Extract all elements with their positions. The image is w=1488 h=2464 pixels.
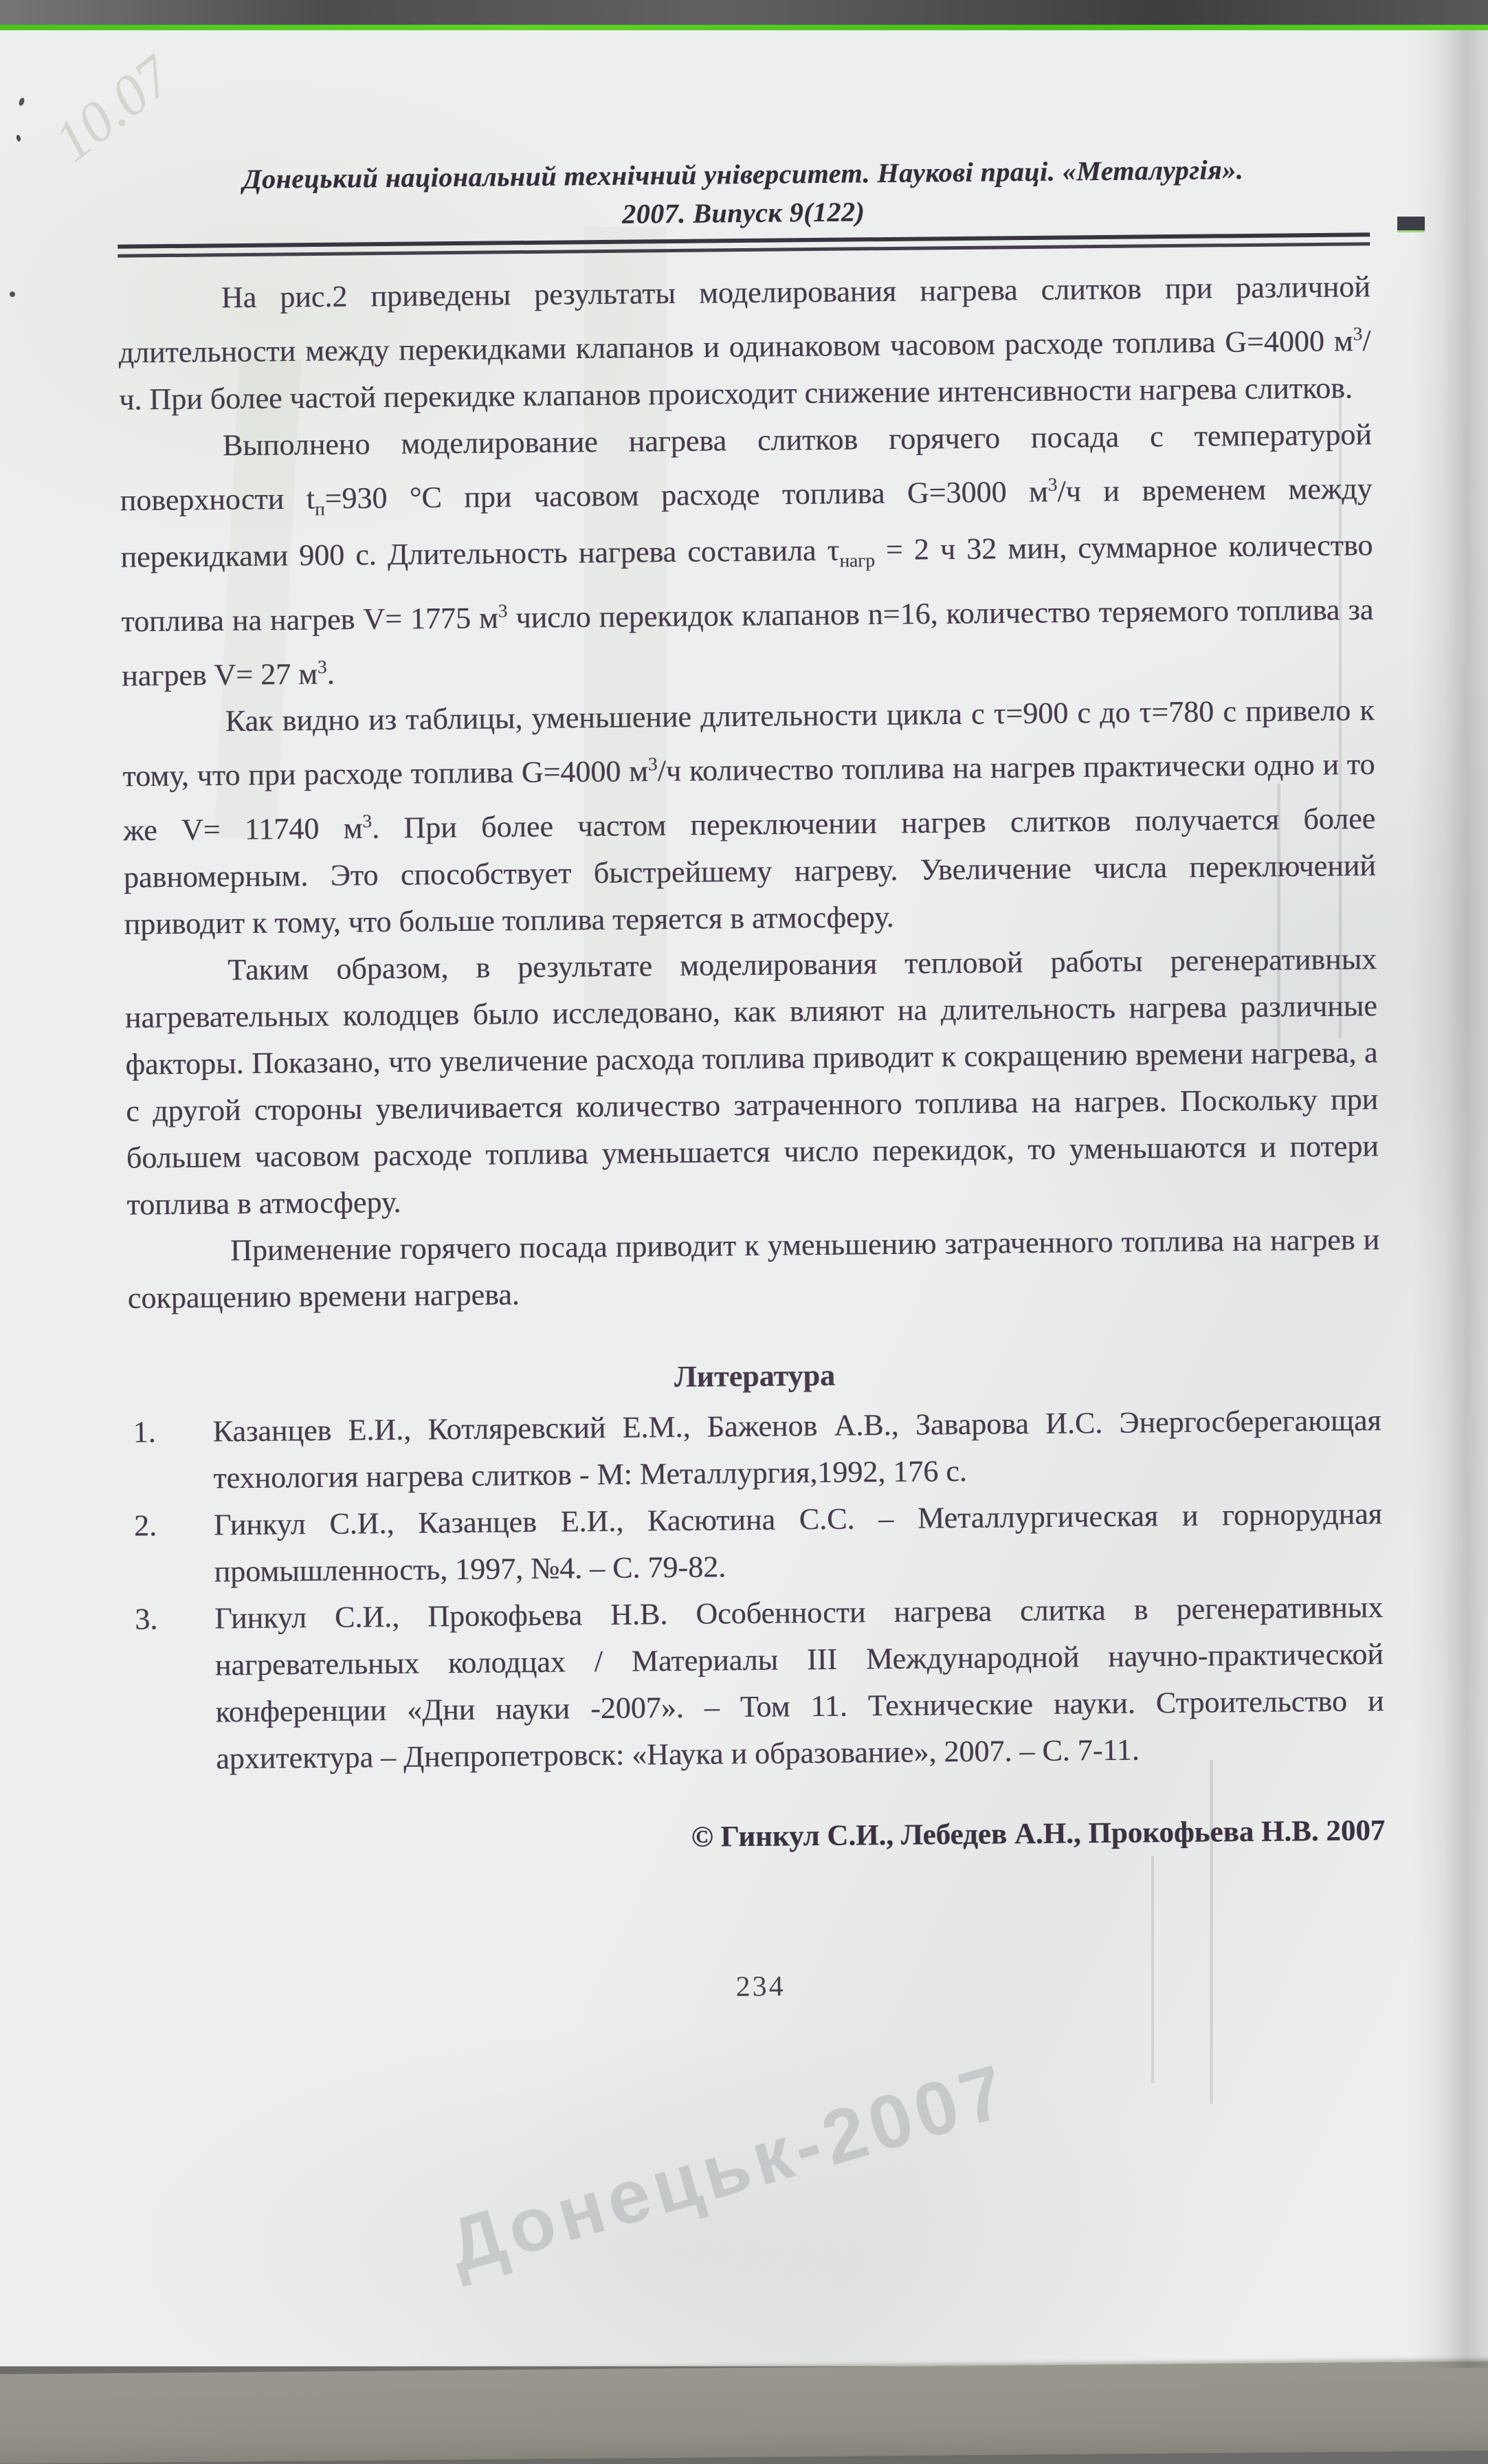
paragraph: Как видно из таблицы, уменьшение длительности цикла с τ=900 с до τ=780 с привело к тому, что при расходе топлива G=4000 $м^3/ч$ количество топлива на нагрев практически одно и то же V= 11740 $м^3$. При более частом переключении нагрев слитков получается более равномерным. Это способствует быстрейшему нагреву. Увеличение числа переключений приводит к тому, что больше топлива теряется в атмосферу. [122, 693, 1377, 941]
paragraph: Таким образом, в результате моделирования тепловой работы регенеративных нагревательных колодцев было исследовано, как влияют на длительность нагрева различные факторы. Показано, что увеличение расхода топлива приводит к сокращению времени нагрева, а с другой стороны увеличивается количество затраченного топлива на нагрев. Поскольку при большем часовом расходе топлива уменьшается число перекидок, то уменьшаются и потери топлива в атмосферу. [124, 941, 1379, 1222]
scan-speck [10, 292, 15, 297]
reference-number: 1. [133, 1414, 157, 1449]
scanner-edge-bottom [0, 2361, 1488, 2463]
journal-issue-line: 2007. Випуск 9(122) [622, 196, 865, 230]
literature-heading: Литература [674, 1358, 836, 1394]
paragraph: На рис.2 приведены результаты моделирования нагрева слитков при различной длительности между перекидками клапанов и одинаковом часовом расходе топлива G=4000 $м^3/ч$. При более частой перекидке клапанов происходит снижение интенсивности нагрева слитков. [118, 270, 1371, 417]
reference-text: Гинкул С.И., Прокофьева Н.В. Особенности нагрева слитка в регенеративных нагревательных колодцах / Материалы III Международной научно-практической конференции «Дни науки -2007». – Том 11. Технические науки. Строительство и архитектура – Днепропетровск: «Наука и образование», 2007. – С. 7-11. [214, 1590, 1384, 1775]
article-body [118, 263, 1381, 1321]
reference-item [130, 1490, 1383, 1596]
scanner-green-strip [0, 25, 1488, 30]
journal-title-line: Донецький національний технічний університет. Наукові праці. «Металургія». [243, 154, 1244, 195]
reference-text: Казанцев Е.И., Котляревский Е.М., Баженов А.В., Заварова И.С. Энергосберегающая технология нагрева слитков - М: Металлургия,1992, 176 с. [212, 1402, 1381, 1495]
reference-number: 3. [135, 1601, 158, 1636]
reference-number: 2. [133, 1508, 157, 1543]
journal-header [117, 149, 1370, 257]
scanner-edge-top [0, 0, 1488, 25]
page-content [117, 149, 1387, 2009]
paragraph: Выполнено моделирование нагрева слитков горячего посада с температурой поверхности $t_п=930$ °С при часовом расходе топлива G=3000 $м^3/ч$ и временем между перекидками 900 с. Длительность нагрева составила $\tau_{нагр} = 2$ ч 32 мин, суммарное количество топлива на нагрев V= 1775 $м^3$ число перекидок клапанов n=16, количество теряемого топлива за нагрев V= 27 $м^3$. [120, 417, 1374, 692]
watermark-stamp: Донецьк-2007 [439, 2047, 1019, 2289]
page-number: 234 [735, 1970, 786, 2003]
watermark-handwriting: 10.07 [42, 43, 184, 175]
reference-item [131, 1584, 1385, 1783]
copyright-line: © Гинкул С.И., Лебедев А.Н., Прокофьева Н.В. 2007 [691, 1814, 1386, 1854]
page-curl-shadow [1412, 30, 1488, 2368]
reference-list [129, 1397, 1384, 1783]
reference-item [129, 1397, 1381, 1502]
scan-artifact-bar [1397, 217, 1425, 230]
reference-text: Гинкул С.И., Казанцев Е.И., Касютина С.С. – Металлургическая и горнорудная промышленность, 1997, №4. – С. 79-82. [213, 1496, 1383, 1589]
paragraph: Применение горячего посада приводит к уменьшению затраченного топлива на нагрев и сокращению времени нагрева. [127, 1222, 1380, 1315]
